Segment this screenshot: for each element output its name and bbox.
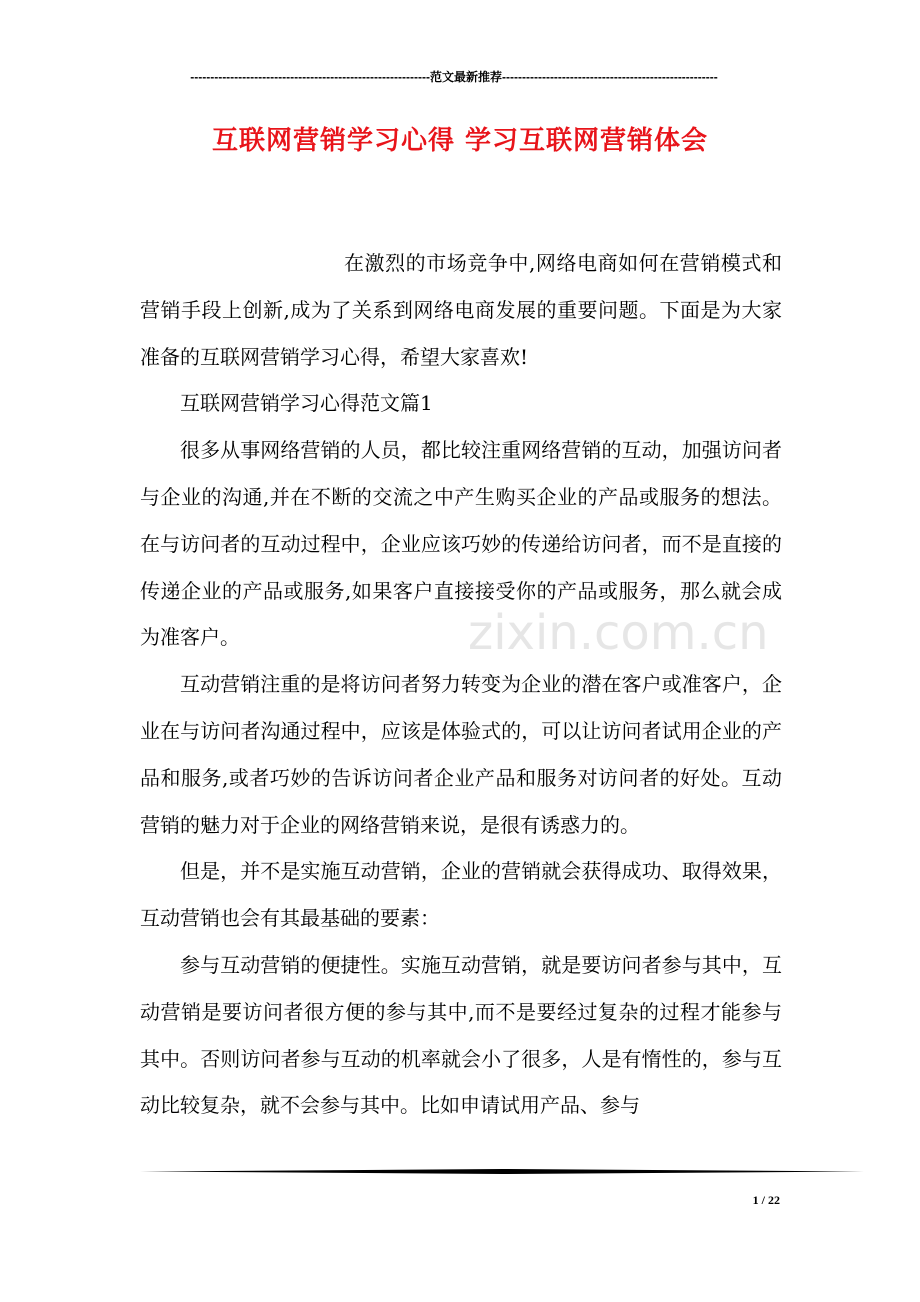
footer-divider [140,1169,864,1174]
body-paragraph: 参与互动营销的便捷性。实施互动营销，就是要访问者参与其中，互动营销是要访问者很方便的参与其中,而不是要经过复杂的过程才能参与其中。否则访问者参与互动的机率就会小了很多，人是有惰性的，参与互动比较复杂，就不会参与其中。比如申请试用产品、参与 [140,952,782,1118]
body-paragraph: 很多从事网络营销的人员，都比较注重网络营销的互动，加强访问者与企业的沟通,并在不断的交流之中产生购买企业的产品或服务的想法。在与访问者的互动过程中，企业应该巧妙的传递给访问者，而不是直接的传递企业的产品或服务,如果客户直接接受你的产品或服务，那么就会成为准客户。 [140,438,782,650]
document-body [140,240,782,1129]
body-paragraph: 互动营销注重的是将访问者努力转变为企业的潜在客户或准客户，企业在与访问者沟通过程中，应该是体验式的，可以让访问者试用企业的产品和服务,或者巧妙的告诉访问者企业产品和服务对访问者的好处。互动营销的魅力对于企业的网络营销来说，是很有诱惑力的。 [140,672,782,837]
intro-paragraph: 在激烈的市场竞争中,网络电商如何在营销模式和营销手段上创新,成为了关系到网络电商发展的重要问题。下面是为大家准备的互联网营销学习心得，希望大家喜欢! [140,251,782,369]
body-paragraph: 但是，并不是实施互动营销，企业的营销就会获得成功、取得效果，互动营销也会有其最基础的要素： [140,859,782,931]
document-title: 互联网营销学习心得 学习互联网营销体会 [211,126,709,156]
watermark-text: zixin.com.cn [468,605,769,661]
section-heading: 互联网营销学习心得范文篇1 [180,391,433,416]
page-number: 1 / 22 [752,1193,780,1207]
header-banner: ------------------------------------------------------------范文最新推荐------------------------------------------------------ [190,70,718,84]
